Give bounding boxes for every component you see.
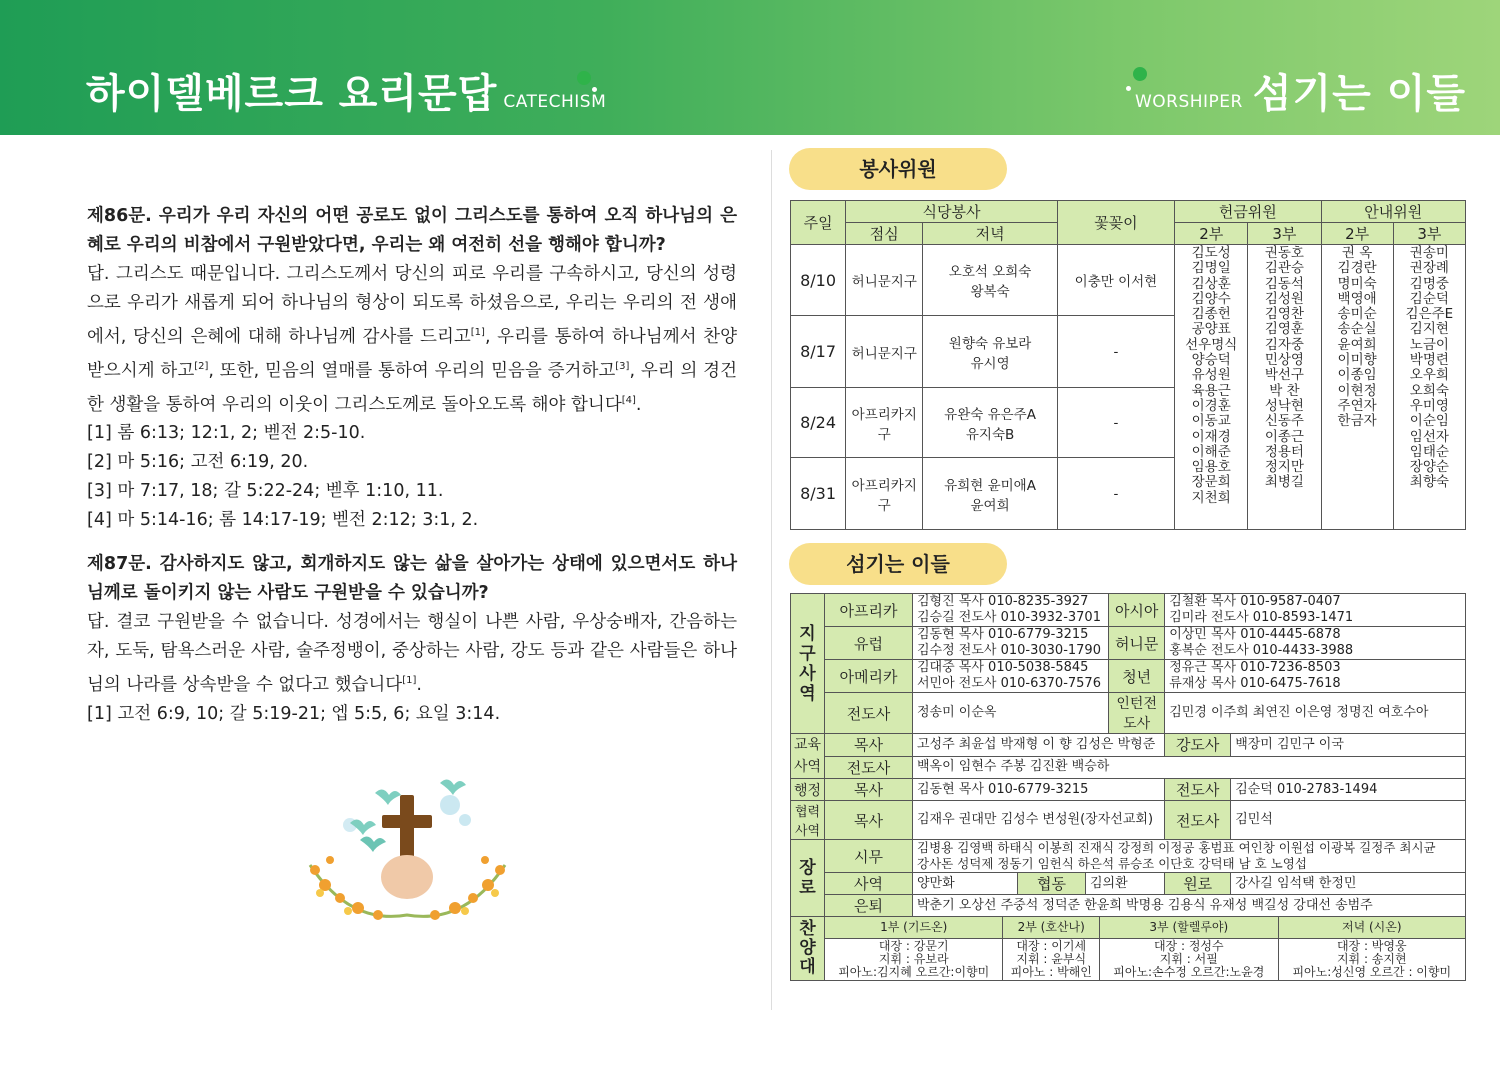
row-date: 8/10 (791, 245, 846, 316)
edu-pastor-value: 고성주 최윤섭 박재형 이 향 김성은 박형준 (913, 734, 1165, 757)
district-youth-value: 정유근 목사 010-7236-8503 류재상 목사 010-6475-7618 (1165, 660, 1466, 693)
question-86 (87, 202, 737, 535)
table-row (791, 245, 1466, 316)
row-date: 8/24 (791, 388, 846, 458)
reference-87-1: [1] 고전 6:9, 10; 갈 5:19-21; 엡 5:5, 6; 요일 3:14. (87, 703, 501, 724)
row-date: 8/17 (791, 316, 846, 388)
row-date: 8/31 (791, 458, 846, 530)
district-africa: 아프리카 (825, 594, 913, 627)
row-lunch: 허니문지구 (846, 316, 923, 388)
elders-emeritus: 원로 (1165, 873, 1231, 895)
accent-dot (577, 71, 591, 85)
district-asia: 아시아 (1109, 594, 1165, 627)
district-honeymoon-value: 이상민 목사 010-4445-6878 홍복순 전도사 010-4433-3988 (1165, 627, 1466, 660)
edu-evangelist-value: 백옥이 임현수 주봉 김진환 백승하 (913, 756, 1466, 779)
elders-retired: 은퇴 (825, 895, 913, 917)
edu-lecturer-value: 백장미 김민구 이국 (1231, 734, 1466, 757)
dinner-line: 유시영 (970, 355, 1010, 372)
edu-label-text: 교육 사역 (793, 737, 822, 775)
admin-pastor-value: 김동현 목사 010-6779-3215 (913, 779, 1165, 801)
worshiper-title-text: 섬기는 이들 (1252, 71, 1466, 117)
offering-2-list (1175, 245, 1248, 530)
header-guide-3: 3부 (1393, 223, 1465, 245)
answer-87 (87, 608, 737, 700)
dinner-line: 유지숙B (965, 426, 1015, 443)
cross-bar (382, 815, 432, 828)
footnote-mark: [3] (615, 360, 630, 372)
volunteers-table (790, 200, 1466, 530)
offering-2-names: 김도성 김명일 김상훈 김양수 김종헌 공양표 선우명식 양승덕 유성원 육용근 이경훈 이동교 이재경 이해준 임용호 장문희 지천희 (1185, 245, 1238, 506)
answer-86-part3: , 또한, 믿음의 열매를 통하여 우리의 믿음을 증거하고 (208, 360, 616, 381)
header-lunch: 점심 (846, 223, 923, 245)
praying-hands-icon (381, 855, 433, 899)
row-dinner (923, 458, 1057, 530)
worshiper-subtitle: WORSHIPER (1134, 92, 1243, 112)
answer-87-end: . (416, 674, 422, 695)
dinner-line: 유완숙 유은주A (944, 406, 1036, 423)
header-week: 주일 (791, 201, 846, 245)
guide-2-names: 권 옥 김경란 명미숙 백영애 송미순 송순실 윤여희 이미향 이종임 이현정 주연자 한금자 (1337, 245, 1377, 430)
reference-86-3: [3] 마 7:17, 18; 갈 5:22-24; 벧후 1:10, 11. (87, 481, 444, 502)
choir-2-name: 2부 (호산나) (1003, 917, 1100, 938)
admin-pastor: 목사 (825, 779, 913, 801)
choir-2-value: 대장 : 이기세 지휘 : 윤부식 피아노 : 박해인 (1003, 938, 1100, 980)
catechism-subtitle: CATECHISM (503, 92, 607, 112)
header-offering-3: 3부 (1248, 223, 1321, 245)
dinner-line: 원향숙 유보라 (948, 335, 1032, 352)
header-flower: 꽃꽂이 (1057, 201, 1174, 245)
district-america: 아메리카 (825, 660, 913, 693)
reference-86-4: [4] 마 5:14-16; 롬 14:17-19; 벧전 2:12; 3:1, 2. (87, 510, 479, 531)
choir-label-text: 찬 양 대 (799, 918, 816, 977)
guide-2-list (1321, 245, 1393, 530)
district-intern: 인턴전도사 (1109, 693, 1165, 734)
dinner-line: 유희현 윤미애A (944, 477, 1036, 494)
choir-cell (825, 917, 1466, 981)
edu-evangelist: 전도사 (825, 756, 913, 779)
district-europe-value: 김동현 목사 010-6779-3215 김수정 전도사 010-3030-1790 (913, 627, 1109, 660)
reference-86-2: [2] 마 5:16; 고전 6:19, 20. (87, 452, 309, 473)
header-guide: 안내위원 (1321, 201, 1465, 223)
answer-86-part4: , 우리 의 경건한 생활을 통하여 우리의 이웃이 그리스도께로 돌아오도록 해야 합니다 (87, 360, 737, 415)
footnote-mark: [1] (402, 675, 417, 686)
district-intern-value: 김민경 이주희 최연진 이은영 정명진 여호수아 (1165, 693, 1466, 734)
district-america-value: 김대중 목사 010-5038-5845 서민아 전도사 010-6370-7576 (913, 660, 1109, 693)
elders-active: 시무 (825, 840, 913, 873)
district-evangelist-value: 정송미 이순옥 (913, 693, 1109, 734)
coop-evangelist-value: 김민석 (1231, 801, 1466, 840)
district-label (791, 594, 825, 734)
elders-emeritus-value: 강사길 임석택 한정민 (1231, 873, 1466, 895)
elders-label-text: 장 로 (799, 858, 816, 898)
row-flower: - (1057, 388, 1174, 458)
dove-icon (440, 779, 466, 795)
question-87 (87, 550, 737, 729)
coop-evangelist: 전도사 (1165, 801, 1231, 840)
admin-evangelist: 전도사 (1165, 779, 1231, 801)
header-offering: 헌금위원 (1175, 201, 1321, 223)
choir-4-value: 대장 : 박영웅 지휘 : 송지현 피아노:성신영 오르간 : 이향미 (1278, 938, 1465, 980)
header-meal: 식당봉사 (846, 201, 1058, 223)
footnote-mark: [2] (194, 360, 209, 372)
district-honeymoon: 허니문 (1109, 627, 1165, 660)
catechism-title-text: 하이델베르크 요리문답 (86, 71, 498, 117)
row-lunch: 허니문지구 (846, 245, 923, 316)
offering-3-list (1248, 245, 1321, 530)
elders-retired-value: 박춘기 오상선 주중석 정덕준 한윤희 박명용 김용식 유재성 백길성 강대선 송범주 (913, 895, 1466, 917)
row-dinner (923, 245, 1057, 316)
elders-leave: 사역 (825, 873, 913, 895)
edu-pastor: 목사 (825, 734, 913, 757)
coop-pastor: 목사 (825, 801, 913, 840)
catechism-title (86, 62, 606, 119)
elders-assist: 협동 (1018, 873, 1086, 895)
row-lunch: 아프리카지구 (846, 458, 923, 530)
choir-table (825, 917, 1465, 980)
answer-87-part1: 답. 결코 구원받을 수 없습니다. 성경에서는 행실이 나쁜 사람, 우상숭배자, 간음하는 자, 도둑, 탐욕스러운 사람, 술주정뱅이, 중상하는 사람, 강도 등과 같은 사람들은 하나님의 나라를 상속받을 수 없다고 했습니다 (87, 612, 737, 695)
offering-3-names: 권동호 김관승 김동석 김성원 김영찬 김영훈 김자중 민상영 박선구 박 찬 성낙현 신동주 이종근 정용터 정지만 최병길 (1264, 245, 1304, 491)
header-offering-2: 2부 (1175, 223, 1248, 245)
answer-86-part2: , 우리를 통하여 하나님께서 찬양받으시게 하고 (87, 326, 737, 381)
district-europe: 유럽 (825, 627, 913, 660)
row-flower: - (1057, 458, 1174, 530)
district-youth: 청년 (1109, 660, 1165, 693)
choir-1-name: 1부 (기드온) (825, 917, 1003, 938)
edu-label (791, 734, 825, 779)
column-divider (771, 150, 772, 1010)
row-dinner (923, 388, 1057, 458)
dinner-line: 윤여희 (970, 497, 1010, 514)
admin-evangelist-value: 김순덕 010-2783-1494 (1231, 779, 1466, 801)
question-87-text: 제87문. 감사하지도 않고, 회개하지도 않는 삶을 살아가는 상태에 있으면서도 하나님께로 돌이키지 않는 사람도 구원받을 수 있습니까? (87, 554, 737, 603)
footnote-mark: [1] (470, 327, 485, 338)
question-86-text: 제86문. 우리가 우리 자신의 어떤 공로도 없이 그리스도를 통하여 오직 하나님의 은혜로 우리의 비참에서 구원받았다면, 우리는 왜 여전히 선을 행해야 합니까? (87, 206, 737, 255)
volunteers-title: 봉사위원 (789, 148, 1007, 190)
choir-1-value: 대장 : 강문기 지휘 : 유보라 피아노:김지혜 오르간:이향미 (825, 938, 1003, 980)
guide-3-names: 권송미 권장례 김명중 김순덕 김은주E 김지현 노금이 박명련 오우희 오희숙 우미영 이순임 임선자 임태순 장양순 최향숙 (1405, 245, 1454, 491)
coop-label: 협력사역 (791, 801, 825, 840)
header-guide-2: 2부 (1321, 223, 1393, 245)
district-asia-value: 김철환 목사 010-9587-0407 김미라 전도사 010-8593-1471 (1165, 594, 1466, 627)
edu-lecturer: 강도사 (1165, 734, 1231, 757)
district-label-text: 지 구 사 역 (799, 623, 816, 704)
reference-86-1: [1] 롬 6:13; 12:1, 2; 벧전 2:5-10. (87, 423, 366, 444)
worshiper-title (1135, 62, 1466, 119)
dinner-line: 왕복숙 (970, 284, 1010, 300)
choir-3-value: 대장 : 정성수 지휘 : 서필 피아노:손수정 오르간:노윤경 (1100, 938, 1279, 980)
row-flower: - (1057, 316, 1174, 388)
row-flower: 이충만 이서현 (1057, 245, 1174, 316)
accent-dot-right-small (1126, 86, 1131, 91)
elders-assist-value: 김의환 (1086, 873, 1165, 895)
answer-86-part1: 답. 그리스도 때문입니다. 그리스도께서 당신의 피로 우리를 구속하시고, 당신의 성령으로 우리가 새롭게 되어 하나님의 형상이 되도록 하셨음으로, 우리는 우리의 전 생애에서, 당신의 은혜에 대해 하나님께 감사를 드리고 (87, 264, 737, 347)
elders-label (791, 840, 825, 917)
servants-table (790, 593, 1466, 981)
cross-flowers-illustration (290, 765, 540, 935)
coop-pastor-value: 김재우 권대만 김성수 변성원(장자선교회) (913, 801, 1165, 840)
choir-4-name: 저녁 (시온) (1278, 917, 1465, 938)
choir-label (791, 917, 825, 981)
guide-3-list (1393, 245, 1465, 530)
district-africa-value: 김형진 목사 010-8235-3927 김승길 전도사 010-3932-3701 (913, 594, 1109, 627)
row-dinner (923, 316, 1057, 388)
dove-icon (375, 789, 401, 805)
page-header (0, 0, 1500, 135)
admin-label: 행정 (791, 779, 825, 801)
choir-3-name: 3부 (할렐루야) (1100, 917, 1279, 938)
servants-title: 섬기는 이들 (789, 543, 1007, 585)
footnote-mark: [4] (621, 394, 636, 406)
district-evangelist: 전도사 (825, 693, 913, 734)
answer-86 (87, 260, 737, 419)
elders-active-value: 김병용 김영백 하태식 이봉희 진재식 강정희 이정공 홍범표 여인창 이원섭 이광복 길정주 최시균 강사돈 성덕제 정동기 임헌식 하은석 류승조 이단호 강덕태 남 호 노영섭 (913, 840, 1466, 873)
row-lunch: 아프리카지구 (846, 388, 923, 458)
answer-86-end: . (635, 394, 642, 415)
elders-leave-value: 양만화 (913, 873, 1018, 895)
dove-icon (360, 836, 386, 852)
header-dinner: 저녁 (923, 223, 1057, 245)
accent-dot-small (592, 87, 597, 92)
dinner-line: 오호석 오희숙 (948, 264, 1032, 280)
